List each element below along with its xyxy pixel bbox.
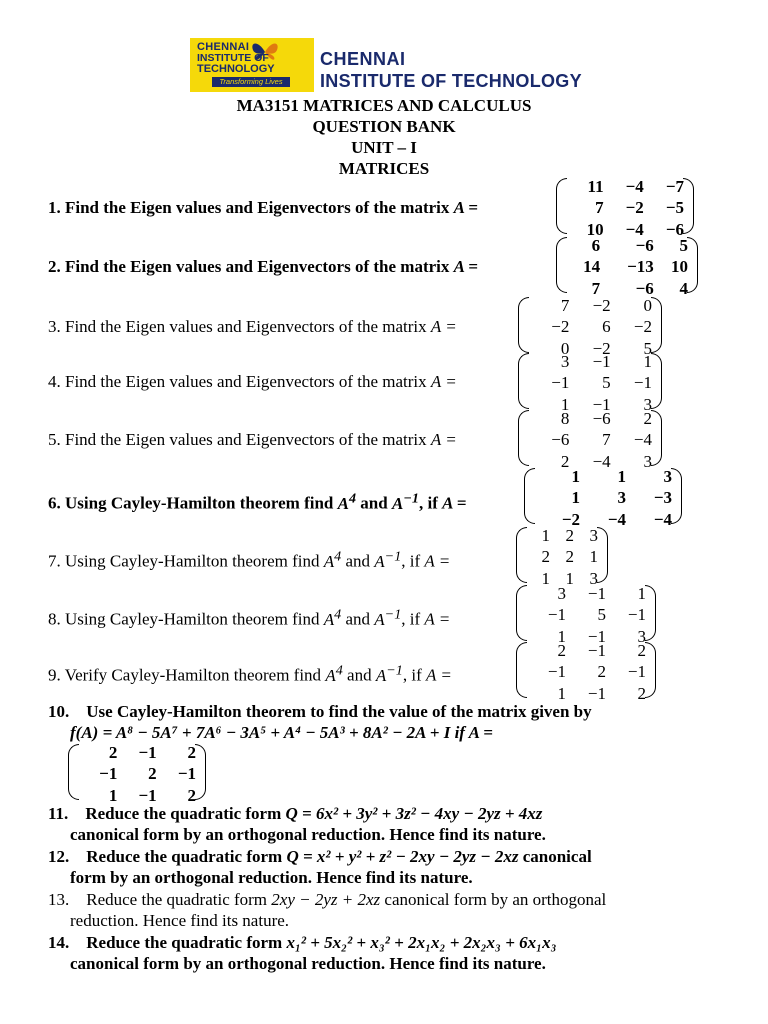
question-13-continued: reduction. Hence find its nature. [70, 911, 290, 930]
matrix-cell: −1 [627, 605, 646, 625]
matrix-cell: 3 [637, 626, 646, 646]
polynomial-expression: f(A) = A⁸ − 5A⁷ + 7A⁶ − 3A⁵ + A⁴ − 5A³ + 8A² − 2A + I if A = [70, 723, 493, 742]
if-word: , if [401, 609, 421, 629]
matrix-entries [526, 640, 646, 704]
matrix-cell: −6 [635, 236, 654, 255]
question-number: 4. [48, 372, 61, 391]
question-text-after: canonical [522, 847, 592, 866]
question-number: 3. [48, 317, 61, 336]
matrix-row [78, 763, 196, 784]
right-paren [597, 527, 608, 583]
matrix-cell: 1 [108, 785, 118, 805]
right-paren [651, 353, 662, 409]
equation-label: A = [430, 317, 457, 336]
matrix-q1 [556, 177, 694, 239]
matrix-cell: 5 [679, 236, 688, 255]
question-10-function [70, 723, 493, 743]
logo-tagline: Transforming Lives [212, 77, 290, 87]
matrix-cell: 3 [560, 352, 570, 371]
matrix-row [566, 256, 688, 277]
matrix-q10 [68, 743, 206, 805]
matrix-cell: 2 [597, 662, 606, 682]
power-term: $A^4$ [325, 662, 343, 685]
matrix-entries [526, 525, 598, 589]
question-text: Reduce the quadratic form [86, 847, 283, 866]
matrix-row [566, 197, 684, 218]
matrix-cell: −2 [551, 317, 570, 337]
matrix-cell: −5 [665, 198, 684, 218]
matrix-cell: 2 [560, 451, 570, 471]
brand-name: CHENNAI [320, 49, 406, 69]
matrix-cell: 7 [591, 278, 601, 298]
matrix-cell: 2 [565, 547, 574, 567]
matrix-entries [534, 466, 672, 530]
matrix-cell: 3 [643, 394, 652, 414]
quadratic-form: 2xy − 2yz + 2xz [271, 890, 381, 909]
matrix-cell: −6 [665, 219, 684, 239]
institute-logo [190, 38, 314, 92]
matrix-cell: 1 [637, 584, 646, 603]
equation-label: A = [430, 430, 457, 449]
question-number: 11. [48, 804, 69, 823]
matrix-cell: 1 [617, 467, 626, 486]
power-term: $A^4$ [323, 548, 342, 571]
question-text: Find the Eigen values and Eigenvectors of the matrix [65, 257, 450, 276]
matrix-cell: 7 [595, 198, 604, 218]
matrix-cell: 2 [557, 641, 566, 660]
matrix-cell: 6 [591, 236, 601, 255]
matrix-cell: 3 [643, 451, 652, 471]
matrix-cell: 1 [557, 626, 566, 646]
matrix-cell: −1 [592, 394, 611, 414]
question-12-continued: form by an orthogonal reduction. Hence find its nature. [70, 868, 473, 887]
matrix-cell: −4 [607, 509, 626, 529]
matrix-cell: 6 [602, 317, 611, 337]
matrix-cell: −1 [99, 764, 118, 784]
question-number: 14. [48, 933, 70, 952]
matrix-row [526, 546, 598, 567]
matrix-cell: 5 [602, 373, 611, 393]
question-number: 9. [48, 665, 61, 685]
equation-label: A = [426, 665, 452, 685]
question-9 [48, 660, 452, 686]
question-text: Reduce the quadratic form [86, 933, 283, 952]
question-number: 10. [48, 702, 70, 721]
matrix-cell: −1 [587, 683, 606, 703]
question-text: Find the Eigen values and Eigenvectors of the matrix [65, 317, 427, 336]
inverse-term: $A^{-1}$ [374, 606, 402, 629]
question-number: 8. [48, 609, 61, 629]
logo-line-2: INSTITUTE OF [197, 52, 269, 64]
matrix-cell: 10 [671, 257, 688, 277]
question-10 [48, 702, 592, 722]
question-number: 7. [48, 551, 61, 571]
question-text-after: canonical form by an orthogonal [384, 890, 607, 909]
logo-line-1: CHENNAI [197, 41, 250, 53]
equation-label: A = [453, 257, 478, 276]
matrix-cell: 2 [148, 764, 157, 784]
matrix-cell: −4 [633, 430, 652, 450]
question-text: Using Cayley-Hamilton theorem find [65, 493, 334, 513]
matrix-cell: −4 [592, 451, 611, 471]
matrix-cell: 2 [643, 409, 652, 428]
brand-subname: INSTITUTE OF TECHNOLOGY [320, 71, 582, 91]
matrix-entries [528, 351, 652, 415]
question-text: Verify Cayley-Hamilton theorem find [64, 665, 322, 685]
matrix-cell: −1 [633, 373, 652, 393]
matrix-cell: 1 [541, 526, 550, 545]
matrix-cell: 8 [560, 409, 570, 428]
matrix-cell: 2 [637, 641, 646, 660]
question-7 [48, 546, 450, 572]
right-paren [651, 410, 662, 466]
matrix-cell: −1 [627, 662, 646, 682]
matrix-row [526, 661, 646, 682]
matrix-cell: 4 [679, 278, 688, 298]
matrix-cell: −1 [547, 662, 566, 682]
question-11-continued: canonical form by an orthogonal reduction. Hence find its nature. [70, 825, 546, 844]
matrix-cell: −2 [592, 296, 611, 315]
matrix-row [534, 466, 672, 487]
matrix-cell: 2 [565, 526, 574, 545]
matrix-cell: 5 [597, 605, 606, 625]
matrix-cell: 10 [586, 219, 604, 239]
matrix-row [528, 316, 652, 337]
and-word: and [345, 609, 370, 629]
question-number: 12. [48, 847, 70, 866]
matrix-cell: −6 [635, 278, 654, 298]
matrix-cell: −1 [592, 352, 611, 371]
question-6 [48, 488, 466, 514]
matrix-cell: −1 [551, 373, 570, 393]
matrix-cell: 3 [663, 467, 672, 486]
matrix-cell: −2 [592, 338, 611, 358]
question-11 [48, 804, 542, 824]
question-12 [48, 847, 592, 867]
matrix-cell: 5 [643, 338, 652, 358]
right-paren [645, 642, 656, 698]
matrix-cell: 1 [571, 488, 580, 508]
matrix-q7 [516, 526, 608, 588]
matrix-row [566, 176, 684, 197]
matrix-cell: 14 [583, 257, 601, 277]
matrix-cell: −2 [561, 509, 580, 529]
question-text: Using Cayley-Hamilton theorem find [65, 609, 320, 629]
inverse-term: $A^{-1}$ [374, 548, 402, 571]
matrix-cell: −1 [587, 626, 606, 646]
matrix-cell: 3 [557, 584, 566, 603]
right-paren [683, 178, 694, 234]
matrix-entries [566, 176, 684, 240]
matrix-entries [526, 583, 646, 647]
matrix-cell: 2 [187, 743, 196, 762]
equation-label: A = [453, 198, 478, 217]
matrix-cell: −3 [653, 488, 672, 508]
right-paren [651, 297, 662, 353]
right-paren [195, 744, 206, 800]
matrix-row [566, 235, 688, 256]
matrix-row [526, 640, 646, 661]
course-title: MA3151 MATRICES AND CALCULUS [236, 96, 532, 115]
matrix-row [526, 604, 646, 625]
matrix-cell: 1 [541, 568, 550, 588]
matrix-q2 [556, 236, 698, 298]
power-term: $A^4$ [337, 490, 357, 513]
if-word: , if [418, 493, 438, 513]
question-number: 5. [48, 430, 61, 449]
question-text: Use Cayley-Hamilton theorem to find the value of the matrix given by [86, 702, 592, 721]
matrix-q4 [518, 352, 662, 414]
question-4 [48, 372, 457, 392]
matrix-cell: 1 [643, 352, 652, 371]
and-word: and [345, 551, 370, 571]
matrix-cell: −2 [625, 198, 644, 218]
matrix-cell: 3 [589, 526, 598, 545]
matrix-cell: 7 [602, 430, 611, 450]
matrix-cell: 2 [108, 743, 118, 762]
quadratic-form: Q = x² + y² + z² − 2xy − 2yz − 2xz [286, 847, 519, 866]
question-text: Reduce the quadratic form [85, 804, 282, 823]
matrix-q5 [518, 409, 662, 471]
question-3 [48, 317, 457, 337]
quadratic-form: x₁² + 5x₂² + x₃² + 2x₁x₂ + 2x₂x₃ + 6x₁x₃ [286, 933, 557, 952]
matrix-cell: −4 [653, 509, 672, 529]
question-number: 2. [48, 257, 61, 276]
topic-title: MATRICES [338, 159, 430, 178]
matrix-cell: 2 [541, 547, 550, 567]
matrix-cell: 1 [560, 394, 570, 414]
question-number: 6. [48, 493, 61, 513]
matrix-entries [528, 295, 652, 359]
and-word: and [347, 665, 372, 685]
doc-title: QUESTION BANK [312, 117, 456, 136]
inverse-term: $A^{-1}$ [391, 490, 419, 513]
question-14 [48, 933, 557, 953]
and-word: and [360, 493, 388, 513]
matrix-cell: 2 [637, 683, 646, 703]
question-text: Using Cayley-Hamilton theorem find [65, 551, 320, 571]
matrix-cell: −7 [665, 177, 684, 196]
power-term: $A^4$ [323, 606, 342, 629]
equation-label: A = [442, 493, 467, 513]
matrix-cell: −1 [587, 641, 606, 660]
matrix-cell: −1 [138, 743, 157, 762]
matrix-entries [566, 235, 688, 299]
if-word: , if [402, 665, 422, 685]
matrix-cell: 2 [187, 785, 196, 805]
question-text: Find the Eigen values and Eigenvectors of the matrix [65, 430, 427, 449]
matrix-cell: −6 [592, 409, 611, 428]
question-13 [48, 890, 606, 910]
question-1 [48, 198, 478, 218]
matrix-q8 [516, 584, 656, 646]
matrix-q3 [518, 296, 662, 358]
matrix-cell: −13 [627, 257, 654, 277]
question-2 [48, 257, 478, 277]
matrix-row [528, 295, 652, 316]
right-paren [687, 237, 698, 293]
matrix-cell: 7 [560, 296, 570, 315]
matrix-row [534, 487, 672, 508]
question-5 [48, 430, 457, 450]
matrix-q6 [524, 467, 682, 529]
matrix-row [526, 525, 598, 546]
matrix-row [528, 351, 652, 372]
matrix-row [528, 408, 652, 429]
matrix-cell: 11 [587, 177, 604, 196]
matrix-cell: 3 [589, 568, 598, 588]
equation-label: A = [430, 372, 457, 391]
matrix-cell: 1 [589, 547, 598, 567]
matrix-row [78, 742, 196, 763]
matrix-row [528, 429, 652, 450]
quadratic-form: Q = 6x² + 3y² + 3z² − 4xy − 2yz + 4xz [285, 804, 543, 823]
matrix-cell: 0 [643, 296, 652, 315]
matrix-cell: 3 [617, 488, 626, 508]
matrix-entries [528, 408, 652, 472]
matrix-cell: −1 [138, 785, 157, 805]
logo-line-3: TECHNOLOGY [197, 63, 275, 75]
matrix-cell: −6 [551, 430, 570, 450]
matrix-cell: −1 [547, 605, 566, 625]
question-number: 13. [48, 890, 70, 909]
matrix-row [528, 372, 652, 393]
right-paren [671, 468, 682, 524]
question-text: Find the Eigen values and Eigenvectors of the matrix [65, 372, 427, 391]
unit-title: UNIT – I [351, 138, 417, 157]
matrix-cell: 1 [557, 683, 566, 703]
inverse-term: $A^{-1}$ [375, 662, 403, 685]
question-14-continued: canonical form by an orthogonal reduction. Hence find its nature. [70, 954, 546, 973]
matrix-cell: −1 [587, 584, 606, 603]
matrix-q9 [516, 641, 656, 703]
matrix-cell: −4 [625, 177, 644, 196]
question-8 [48, 604, 450, 630]
question-text: Reduce the quadratic form [86, 890, 268, 909]
question-number: 1. [48, 198, 61, 217]
if-word: , if [401, 551, 421, 571]
matrix-cell: 0 [560, 338, 570, 358]
matrix-cell: 1 [565, 568, 574, 588]
matrix-row [526, 583, 646, 604]
equation-label: A = [424, 551, 451, 571]
question-text: Find the Eigen values and Eigenvectors of the matrix [65, 198, 450, 217]
matrix-cell: −1 [177, 764, 196, 784]
matrix-row [526, 683, 646, 704]
equation-label: A = [424, 609, 451, 629]
matrix-cell: −2 [633, 317, 652, 337]
matrix-cell: −4 [625, 219, 644, 239]
right-paren [645, 585, 656, 641]
matrix-row [78, 785, 196, 806]
matrix-entries [78, 742, 196, 806]
matrix-cell: 1 [571, 467, 580, 486]
